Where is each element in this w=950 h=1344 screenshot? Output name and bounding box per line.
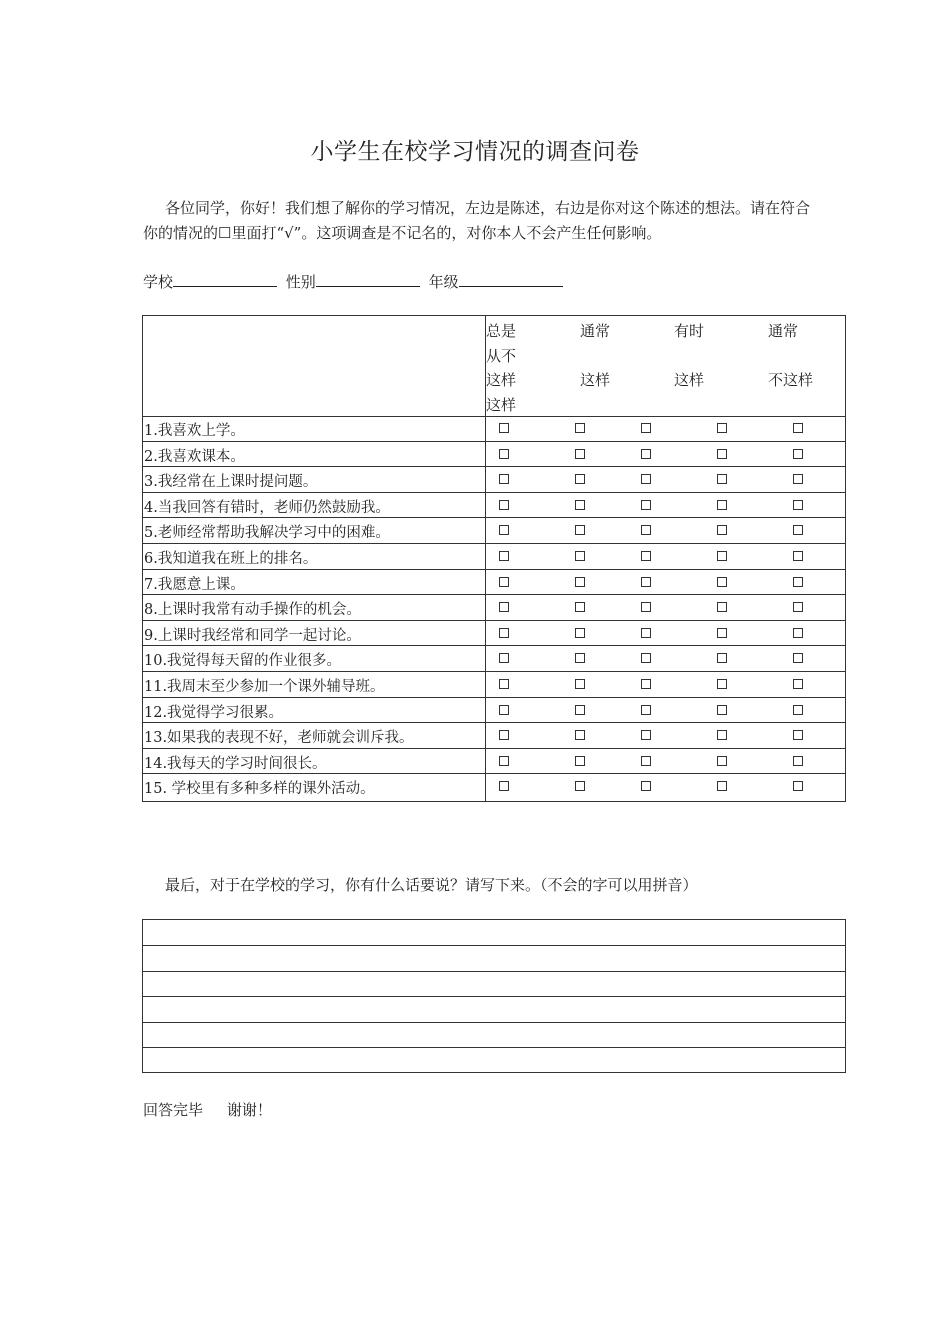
answer-checkbox[interactable] (717, 679, 727, 689)
question-text: 2.我喜欢课本。 (144, 448, 245, 465)
table-row (143, 467, 845, 493)
question-text: 4.当我回答有错时，老师仍然鼓励我。 (144, 499, 390, 516)
column-header-line: 这样 (580, 371, 611, 389)
answer-checkbox[interactable] (717, 628, 727, 638)
answer-checkbox[interactable] (793, 474, 803, 484)
answer-line (143, 996, 845, 997)
answer-checkbox[interactable] (717, 577, 727, 587)
answer-checkbox[interactable] (793, 525, 803, 535)
column-header (674, 319, 704, 393)
table-row (143, 723, 845, 749)
answer-checkbox[interactable] (641, 679, 651, 689)
column-header (486, 319, 516, 417)
grade-label: 年级 (428, 273, 459, 291)
closing-prompt: 最后，对于在学校的学习，你有什么话要说？请写下来。（不会的字可以用拼音） (165, 876, 698, 894)
question-text: 6.我知道我在班上的排名。 (144, 551, 318, 567)
answer-checkbox[interactable] (575, 449, 585, 459)
table-row (143, 595, 845, 621)
answer-checkbox[interactable] (499, 474, 509, 484)
answer-checkbox[interactable] (793, 449, 803, 459)
answer-checkbox[interactable] (499, 602, 509, 612)
table-row (143, 646, 845, 672)
answer-checkbox[interactable] (793, 756, 803, 766)
answer-checkbox[interactable] (499, 500, 509, 510)
answer-checkbox[interactable] (717, 449, 727, 459)
answer-line (143, 971, 845, 972)
answer-checkbox[interactable] (717, 730, 727, 740)
column-header-line (674, 344, 704, 369)
answer-checkbox[interactable] (793, 705, 803, 715)
answer-checkbox[interactable] (717, 705, 727, 715)
answer-checkbox[interactable] (499, 423, 509, 433)
table-row (143, 416, 845, 442)
answer-checkbox[interactable] (793, 679, 803, 689)
answer-checkbox[interactable] (717, 756, 727, 766)
answer-checkbox[interactable] (641, 500, 651, 510)
answer-checkbox[interactable] (575, 551, 585, 561)
column-header-line: 总是 (486, 322, 517, 340)
column-header-line: 这样 (486, 395, 517, 414)
answer-checkbox[interactable] (717, 525, 727, 535)
question-text: 12.我觉得学习很累。 (144, 704, 284, 721)
answer-checkbox[interactable] (499, 551, 509, 561)
column-header-line: 这样 (486, 371, 517, 389)
answer-checkbox[interactable] (499, 730, 509, 740)
answer-checkbox[interactable] (793, 423, 803, 433)
answer-checkbox[interactable] (641, 730, 651, 740)
answer-checkbox[interactable] (641, 551, 651, 561)
student-info-line (143, 270, 567, 292)
table-row (143, 518, 845, 544)
answer-line (143, 1022, 845, 1023)
question-text: 7.我愿意上课。 (144, 576, 245, 593)
answer-checkbox[interactable] (575, 602, 585, 612)
answer-checkbox[interactable] (575, 577, 585, 587)
question-text: 3.我经常在上课时提问题。 (144, 474, 318, 491)
school-label: 学校 (143, 273, 174, 291)
answer-checkbox[interactable] (499, 628, 509, 638)
table-row (143, 544, 845, 570)
answer-checkbox[interactable] (641, 602, 651, 612)
column-header-line: 这样 (674, 371, 705, 389)
question-text: 15. 学校里有多种多样的课外活动。 (144, 781, 375, 798)
column-header-line: 有时 (674, 322, 705, 340)
table-row (143, 698, 845, 724)
answer-checkbox[interactable] (499, 449, 509, 459)
question-text: 11.我周末至少参加一个课外辅导班。 (144, 679, 385, 695)
answer-checkbox[interactable] (575, 525, 585, 535)
answer-checkbox[interactable] (499, 781, 509, 791)
table-row (143, 442, 845, 468)
grade-field[interactable] (459, 270, 563, 287)
answer-line (143, 1047, 845, 1048)
answer-checkbox[interactable] (575, 705, 585, 715)
answer-line (143, 945, 845, 946)
question-text: 14.我每天的学习时间很长。 (144, 755, 327, 772)
answer-checkbox[interactable] (717, 500, 727, 510)
answer-checkbox[interactable] (793, 577, 803, 587)
answer-checkbox[interactable] (717, 423, 727, 433)
answer-checkbox[interactable] (575, 781, 585, 791)
answer-checkbox[interactable] (717, 602, 727, 612)
answer-box[interactable] (142, 919, 846, 1073)
table-row (143, 774, 845, 800)
question-text: 1.我喜欢上学。 (144, 423, 245, 439)
intro-paragraph: 各位同学，你好！我们想了解你的学习情况，左边是陈述，右边是你对这个陈述的想法。请在符合你的情况的☐里面打“√”。这项调查是不记名的，对你本人不会产生任何影响。 (143, 199, 811, 242)
answer-checkbox[interactable] (641, 474, 651, 484)
table-row (143, 749, 845, 775)
page-title: 小学生在校学习情况的调查问卷 (310, 139, 640, 165)
answer-checkbox[interactable] (575, 730, 585, 740)
answer-checkbox[interactable] (575, 500, 585, 510)
answer-checkbox[interactable] (641, 449, 651, 459)
answer-checkbox[interactable] (717, 653, 727, 663)
answer-checkbox[interactable] (575, 756, 585, 766)
answer-checkbox[interactable] (575, 474, 585, 484)
answer-checkbox[interactable] (641, 628, 651, 638)
survey-table (142, 315, 846, 802)
answer-checkbox[interactable] (793, 551, 803, 561)
question-text: 13.如果我的表现不好，老师就会训斥我。 (144, 730, 414, 747)
answer-checkbox[interactable] (717, 781, 727, 791)
answer-checkbox[interactable] (793, 730, 803, 740)
footer-thanks: 回答完毕 谢谢！ (143, 1101, 272, 1119)
answer-checkbox[interactable] (793, 500, 803, 510)
column-header (580, 319, 610, 393)
gender-label: 性别 (285, 273, 316, 291)
question-text: 10.我觉得每天留的作业很多。 (144, 653, 342, 670)
table-row (143, 672, 845, 698)
answer-checkbox[interactable] (499, 705, 509, 715)
table-row (143, 621, 845, 647)
column-header (768, 319, 813, 393)
column-header-line (768, 344, 813, 369)
column-header-line (580, 344, 610, 369)
school-field[interactable] (173, 270, 277, 287)
answer-checkbox[interactable] (717, 474, 727, 484)
answer-checkbox[interactable] (641, 705, 651, 715)
table-row (143, 493, 845, 519)
answer-checkbox[interactable] (499, 756, 509, 766)
gender-field[interactable] (316, 270, 420, 287)
answer-checkbox[interactable] (793, 653, 803, 663)
column-header-line: 从不 (486, 346, 517, 365)
answer-checkbox[interactable] (641, 577, 651, 587)
answer-checkbox[interactable] (575, 628, 585, 638)
answer-checkbox[interactable] (575, 679, 585, 689)
answer-checkbox[interactable] (793, 602, 803, 612)
answer-checkbox[interactable] (499, 577, 509, 587)
table-row (143, 570, 845, 596)
answer-checkbox[interactable] (641, 653, 651, 663)
answer-checkbox[interactable] (499, 679, 509, 689)
column-header-line: 不这样 (768, 371, 814, 389)
answer-checkbox[interactable] (717, 551, 727, 561)
column-header-line: 通常 (768, 322, 799, 340)
answer-checkbox[interactable] (575, 423, 585, 433)
question-text: 8.上课时我常有动手操作的机会。 (144, 602, 361, 619)
answer-checkbox[interactable] (499, 653, 509, 663)
answer-checkbox[interactable] (641, 756, 651, 766)
question-text: 9.上课时我经常和同学一起讨论。 (144, 627, 361, 644)
question-text: 5.老师经常帮助我解决学习中的困难。 (144, 525, 390, 542)
column-header-line: 通常 (580, 322, 611, 340)
answer-checkbox[interactable] (793, 781, 803, 791)
answer-checkbox[interactable] (641, 781, 651, 791)
answer-checkbox[interactable] (793, 628, 803, 638)
answer-checkbox[interactable] (641, 525, 651, 535)
answer-checkbox[interactable] (641, 423, 651, 433)
answer-checkbox[interactable] (575, 653, 585, 663)
answer-checkbox[interactable] (499, 525, 509, 535)
